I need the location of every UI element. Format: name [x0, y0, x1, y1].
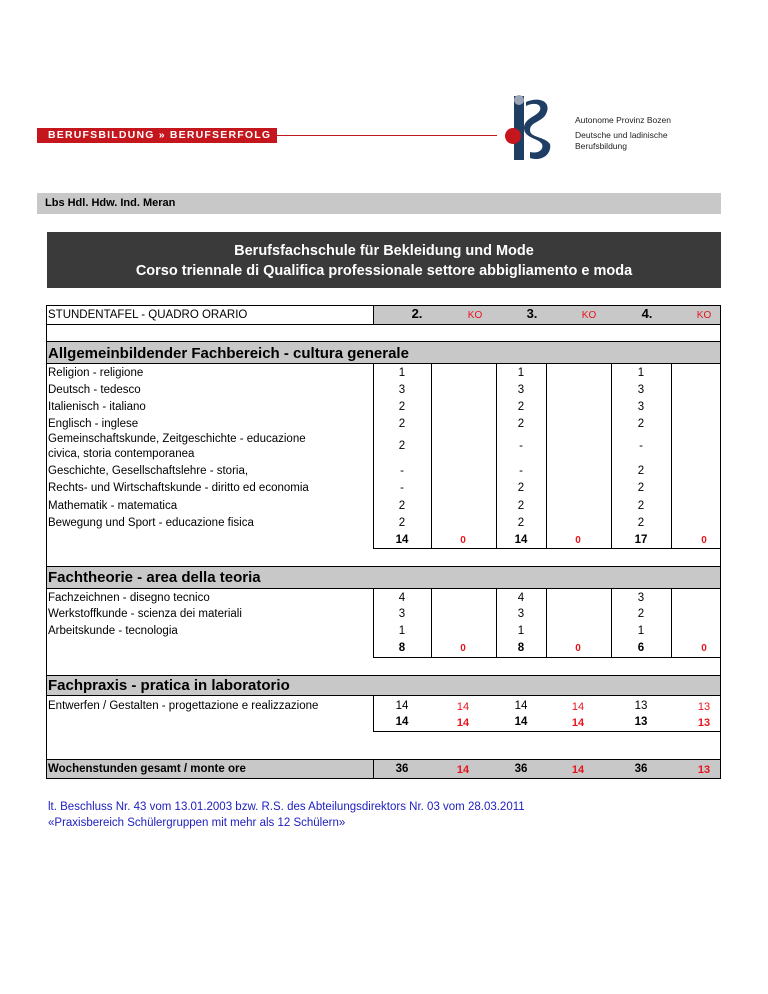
table-row-label: Englisch - inglese	[48, 418, 139, 430]
table-row-label: Geschichte, Gesellschaftslehre - storia,	[48, 465, 249, 477]
section-theory-title: Fachtheorie - area della teoria	[48, 569, 261, 586]
section-general-title: Allgemeinbildender Fachbereich - cultura generale	[48, 345, 409, 362]
timetable-header-label: STUNDENTAFEL - QUADRO ORARIO	[48, 309, 248, 321]
table-row-label: Religion - religione	[48, 367, 144, 379]
table-row-label: Bewegung und Sport - educazione fisica	[48, 517, 254, 529]
bs-logo-icon	[500, 92, 560, 164]
title-german: Berufsfachschule für Bekleidung und Mode	[234, 243, 534, 259]
section-practice-title: Fachpraxis - pratica in laboratorio	[48, 677, 290, 694]
table-row-label: Entwerfen / Gestalten - progettazione e realizzazione	[48, 700, 319, 712]
weekly-total-label: Wochenstunden gesamt / monte ore	[48, 763, 246, 775]
table-row-label: Werkstoffkunde - scienza dei materiali	[48, 608, 242, 620]
footnote-line-2: «Praxisbereich Schülergruppen mit mehr als 12 Schülern»	[48, 817, 346, 829]
table-row-label: Fachzeichnen - disegno tecnico	[48, 592, 210, 604]
table-row-label: Rechts- und Wirtschaftskunde - diritto ed economia	[48, 482, 309, 494]
page-title-box	[47, 232, 721, 288]
province-line-1: Autonome Provinz Bozen	[575, 115, 671, 125]
table-row-label: Gemeinschaftskunde, Zeitgeschichte - educazione	[48, 433, 306, 445]
title-italian: Corso triennale di Qualifica professionale settore abbigliamento e moda	[135, 263, 633, 279]
banner-divider	[277, 135, 497, 136]
province-line-2: Deutsche und ladinische	[575, 130, 668, 140]
table-row-label: Deutsch - tedesco	[48, 384, 141, 396]
footnote-line-1: lt. Beschluss Nr. 43 vom 13.01.2003 bzw. R.S. des Abteilungsdirektors Nr. 03 vom 28.03.2011	[48, 801, 525, 813]
table-row-label: Mathematik - matematica	[48, 500, 178, 512]
brand-banner: BERUFSBILDUNG » BERUFSERFOLG	[37, 128, 277, 143]
table-row-label: Italienisch - italiano	[48, 401, 146, 413]
table-row-label-cont: civica, storia contemporanea	[48, 448, 195, 460]
province-line-3: Berufsbildung	[575, 141, 627, 151]
school-name-bar: Lbs Hdl. Hdw. Ind. Meran	[37, 193, 721, 214]
table-row-label: Arbeitskunde - tecnologia	[48, 625, 178, 637]
